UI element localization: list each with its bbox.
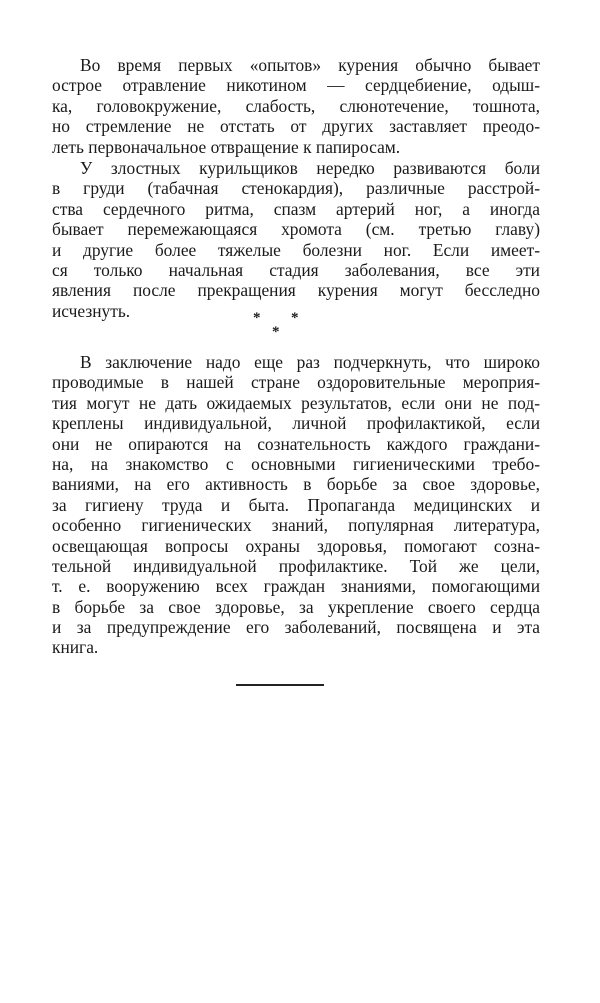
text-line: т. е. вооружению всех граждан знаниями, помогающими (52, 576, 540, 597)
asterisk-mark: * (253, 310, 261, 326)
paragraph-heavy-smokers (52, 158, 540, 321)
text-line: ства сердечного ритма, спазм артерий ног, а иногда (52, 198, 540, 219)
text-line: но стремление не отстать от других заставляет преодо- (52, 116, 540, 137)
text-line: тия могут не дать ожидаемых результатов, если они не под- (52, 392, 540, 413)
text-line: ваниями, на его активность в борьбе за свое здоровье, (52, 474, 540, 495)
text-line: и за предупреждение его заболеваний, посвящена и эта (52, 617, 540, 638)
text-line: В заключение надо еще раз подчеркнуть, что широко (80, 352, 540, 372)
text-line: на, на знакомство с основными гигиеническими требо- (52, 453, 540, 474)
text-line: явления после прекращения курения могут бесследно (52, 280, 540, 301)
text-line: проводимые в нашей стране оздоровительные мероприя- (52, 372, 540, 393)
paragraph-smoking-first-experience (52, 55, 540, 157)
asterisk-mark: * (291, 310, 299, 326)
text-line: особенно гигиенических знаний, популярная литература, (52, 515, 540, 536)
section-separator-asterisks (247, 311, 307, 341)
paragraph-conclusion (52, 352, 540, 658)
text-line: они не опираются на сознательность каждого граждани- (52, 433, 540, 454)
text-line: острое отравление никотином — сердцебиение, одыш- (52, 75, 540, 96)
text-line: за гигиену труда и быта. Пропаганда медицинских и (52, 494, 540, 515)
text-line: тельной индивидуальной профилактике. Той же цели, (52, 555, 540, 576)
text-line: Во время первых «опытов» курения обычно бывает (80, 55, 540, 75)
text-line: в борьбе за свое здоровье, за укрепление своего сердца (52, 596, 540, 617)
text-line: и другие более тяжелые болезни ног. Если имеет- (52, 239, 540, 260)
asterisk-mark: * (272, 324, 280, 340)
text-line: ся только начальная стадия заболевания, все эти (52, 259, 540, 280)
text-line: в груди (табачная стенокардия), различные расстрой- (52, 178, 540, 199)
end-of-chapter-rule (236, 684, 324, 686)
text-line: У злостных курильщиков нередко развиваются боли (80, 158, 540, 178)
text-line: леть первоначальное отвращение к папиросам. (52, 136, 401, 157)
text-line: креплены индивидуальной, личной профилактикой, если (52, 413, 540, 434)
text-line: освещающая вопросы охраны здоровья, помогают созна- (52, 535, 540, 556)
text-line: бывает перемежающаяся хромота (см. третью главу) (52, 219, 540, 240)
text-line: книга. (52, 637, 99, 658)
text-line: исчезнуть. (52, 300, 131, 321)
text-line: ка, головокружение, слабость, слюнотечение, тошнота, (52, 95, 540, 116)
